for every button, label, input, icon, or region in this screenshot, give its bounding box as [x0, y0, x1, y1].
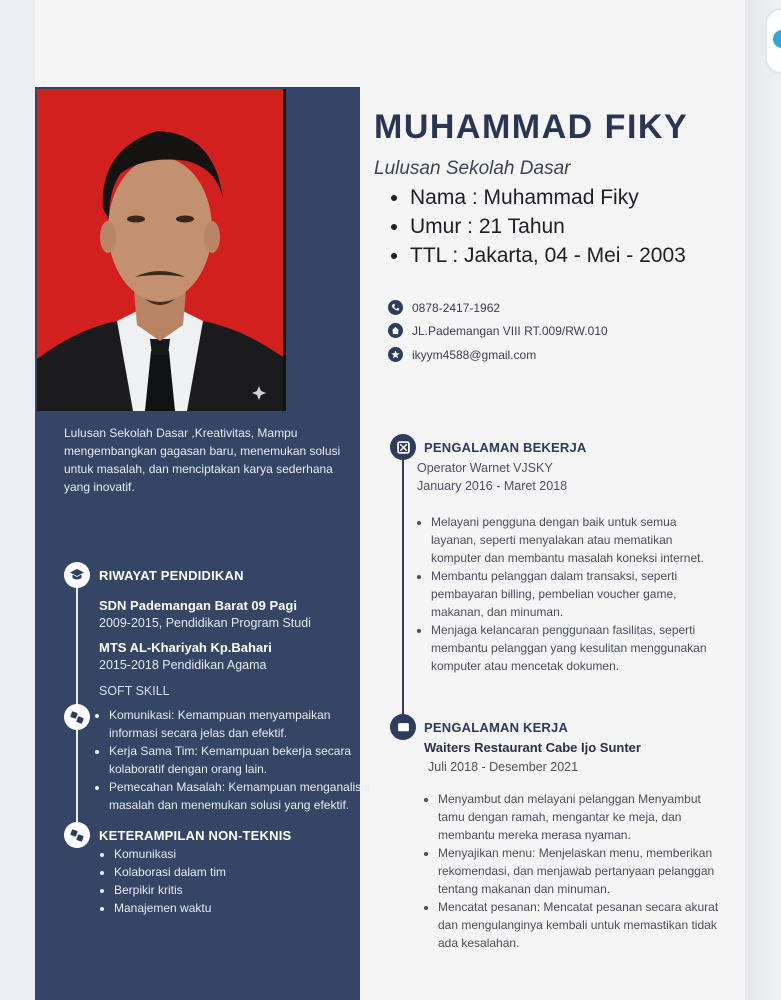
list-item: • Menyajikan menu: Menjelaskan menu, memberikan rekomendasi, dan menjawab pertanyaan pelanggan tentang makanan dan minuman.: [438, 844, 728, 898]
job-title: Operator Warnet VJSKY: [417, 461, 553, 475]
list-item: • Mencatat pesanan: Mencatat pesanan secara akurat dan mengulanginya kembali untuk memastikan tidak ada kesalahan.: [438, 898, 728, 952]
list-item: • Kolaborasi dalam tim: [114, 863, 354, 881]
education-title: RIWAYAT PENDIDIKAN: [99, 568, 244, 583]
job-duties-list: [417, 513, 721, 675]
chat-icon: [773, 30, 781, 48]
education-detail: 2009-2015, Pendidikan Program Studi: [99, 616, 311, 630]
profile-summary: Lulusan Sekolah Dasar ,Kreativitas, Mampu mengembangkan gagasan baru, menemukan solusi untuk masalah, dan menciptakan karya sederhana yang inovatif.: [64, 426, 341, 494]
bio-age: • Umur : 21 Tahun: [410, 212, 686, 241]
puzzle-icon: [64, 704, 90, 730]
job-date: January 2016 - Maret 2018: [417, 479, 568, 493]
soft-skill-list: [93, 706, 371, 814]
bio-birth: • TTL : Jakarta, 04 - Mei - 2003: [410, 241, 686, 270]
list-item: • Komunikasi: [114, 845, 354, 863]
contact-email: [388, 347, 536, 362]
email-text: ikyym4588@gmail.com: [412, 347, 537, 362]
list-item: • Menyambut dan melayani pelanggan Menyambut tamu dengan ramah, mengantar ke meja, dan membantu mereka merasa nyaman.: [438, 790, 728, 844]
education-school: MTS AL-Khariyah Kp.Bahari: [99, 640, 272, 655]
list-item: • Manajemen waktu: [114, 899, 354, 917]
contact-address: [388, 323, 608, 338]
phone-number: 0878-2417-1962: [412, 300, 501, 315]
profile-photo: [37, 89, 286, 411]
list-item: • Berpikir kritis: [114, 881, 354, 899]
candidate-subtitle: Lulusan Sekolah Dasar: [374, 158, 571, 179]
work-experience-title: PENGALAMAN KERJA: [424, 720, 569, 735]
non-technical-title: KETERAMPILAN NON-TEKNIS: [99, 828, 292, 843]
work-experience-title: PENGALAMAN BEKERJA: [424, 440, 587, 455]
list-item: • Menjaga kelancaran penggunaan fasilitas, seperti membantu pelanggan yang kesulitan menggunakan komputer atau mencetak dokumen.: [431, 621, 721, 675]
graduation-cap-icon: [64, 562, 90, 588]
job-duties-list: [424, 790, 728, 952]
puzzle-icon: [64, 822, 90, 848]
education-school: SDN Pademangan Barat 09 Pagi: [99, 598, 297, 613]
list-item: • Kerja Sama Tim: Kemampuan bekerja secara kolaboratif dengan orang lain.: [109, 742, 371, 778]
phone-icon: [388, 300, 403, 315]
job-title: Waiters Restaurant Cabe Ijo Sunter: [424, 740, 641, 755]
page-gutter: [745, 0, 781, 1000]
timeline-line: [402, 455, 404, 727]
list-item: • Membantu pelanggan dalam transaksi, seperti pembayaran billing, pembelian voucher game, makanan, dan minuman.: [431, 567, 721, 621]
soft-skill-label: SOFT SKILL: [99, 684, 170, 698]
briefcase-icon: [390, 434, 416, 460]
non-technical-list: [98, 845, 354, 917]
job-date: Juli 2018 - Desember 2021: [428, 760, 579, 774]
home-icon: [388, 323, 403, 338]
education-detail: 2015-2018 Pendidikan Agama: [99, 658, 267, 672]
chat-widget-button[interactable]: [765, 8, 781, 74]
star-icon: [388, 347, 403, 362]
address-text: JL.Pademangan VIII RT.009/RW.010: [412, 323, 608, 338]
list-item: • Pemecahan Masalah: Kemampuan menganalisis masalah dan menemukan solusi yang efektif.: [109, 778, 371, 814]
candidate-name: MUHAMMAD FIKY: [374, 108, 689, 146]
contact-phone: [388, 300, 500, 315]
bio-name: • Nama : Muhammad Fiky: [410, 183, 686, 212]
monitor-icon: [390, 714, 416, 740]
bio-list: [392, 183, 686, 270]
list-item: • Komunikasi: Kemampuan menyampaikan informasi secara jelas dan efektif.: [109, 706, 371, 742]
list-item: • Melayani pengguna dengan baik untuk semua layanan, seperti menyalakan atau mematikan komputer dan membantu masalah koneksi internet.: [431, 513, 721, 567]
